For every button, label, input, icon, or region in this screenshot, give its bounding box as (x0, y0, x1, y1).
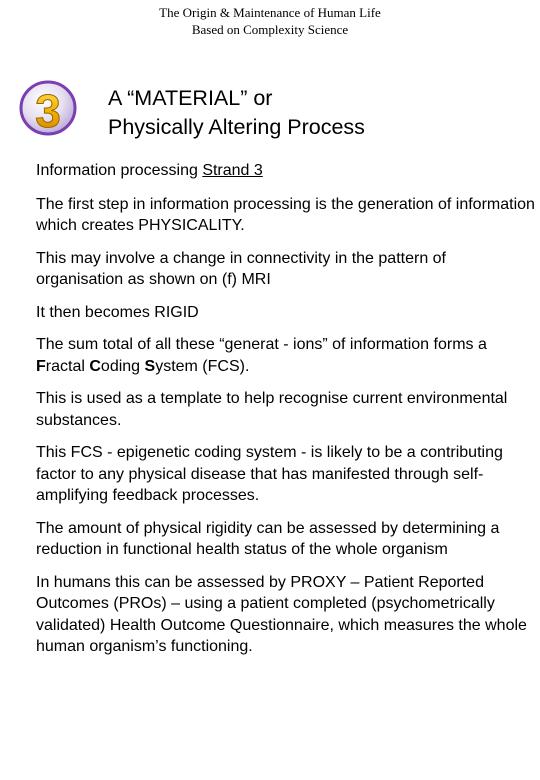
title-line-2: Physically Altering Process (108, 115, 365, 139)
number-3-badge-icon (19, 80, 77, 136)
page-header (0, 4, 540, 38)
p4-text-ystem: ystem (FCS). (155, 357, 250, 375)
slide-title (108, 84, 365, 142)
strand-link: Strand 3 (202, 162, 263, 179)
paragraph-4 (36, 334, 536, 377)
badge-number: 3 (35, 85, 61, 136)
strand-prefix: Information processing (36, 162, 203, 179)
p4-text-oding: oding (100, 357, 145, 375)
title-line-1: A “MATERIAL” or (108, 86, 273, 110)
p4-bold-f: F (36, 357, 46, 375)
p4-bold-s: S (144, 357, 156, 375)
p4-text-ractal: ractal (45, 357, 90, 375)
content-body (36, 160, 536, 669)
header-line-1: The Origin & Maintenance of Human Life (159, 5, 381, 20)
paragraph-1: The first step in information processing is the generation of information which creates PHYSICALITY. (36, 195, 535, 234)
paragraph-7: The amount of physical rigidity can be assessed by determining a reduction in functional health status of the whole organism (36, 519, 500, 558)
paragraph-8: In humans this can be assessed by PROXY – Patient Reported Outcomes (PROs) – using a patient completed (psychometrically validated) Health Outcome Questionnaire, which measures the whole human organism’s functioning. (36, 573, 527, 655)
paragraph-5: This is used as a template to help recognise current environmental substances. (36, 390, 508, 429)
header-line-2: Based on Complexity Science (191, 22, 349, 37)
p4-text-a: The sum total of all these “generat - ions” of information forms a (36, 336, 487, 353)
paragraph-6: This FCS - epigenetic coding system - is likely to be a contributing factor to any physical disease that has manifested through self-amplifying feedback processes. (36, 444, 503, 504)
paragraph-3: It then becomes RIGID (36, 303, 199, 321)
paragraph-2: This may involve a change in connectivity in the pattern of organisation as shown on (f) MRI (36, 249, 446, 288)
p4-bold-c: C (89, 357, 101, 375)
strand-paragraph (36, 160, 536, 182)
